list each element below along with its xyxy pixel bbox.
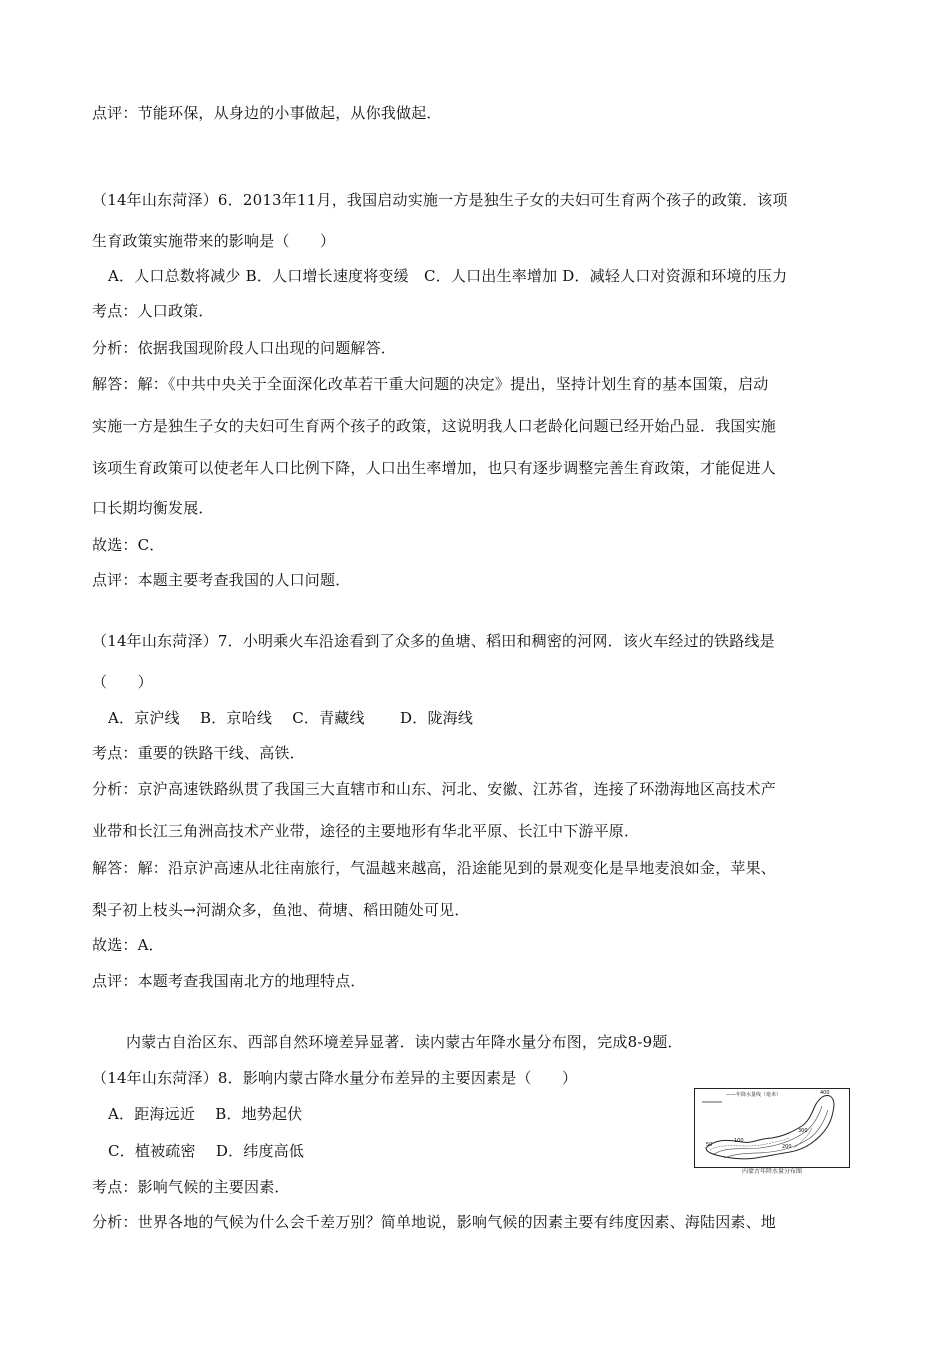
question-6-analysis: 分析：依据我国现阶段人口出现的问题解答． bbox=[92, 339, 397, 357]
question-7-kaodian: 考点：重要的铁路干线、高铁． bbox=[92, 744, 305, 762]
question-6-choice: 故选：C． bbox=[92, 536, 165, 554]
question-8-analysis: 分析：世界各地的气候为什么会千差万别？简单地说，影响气候的因素主要有纬度因素、海陆因素、地 bbox=[92, 1213, 777, 1231]
question-7-answer: 解答：解：沿京沪高速从北往南旅行，气温越来越高，沿途能见到的景观变化是旱地麦浪如金，苹果、 bbox=[92, 859, 777, 877]
question-6-answer-cont2: 该项生育政策可以使老年人口比例下降，人口出生率增加，也只有逐步调整完善生育政策，才能促进人 bbox=[92, 459, 777, 477]
question-7-stem: （14年山东菏泽）7．小明乘火车沿途看到了众多的鱼塘、稻田和稠密的河网．该火车经过的铁路线是 bbox=[92, 632, 775, 650]
precipitation-map-figure bbox=[694, 1088, 850, 1180]
question-7-analysis-cont: 业带和长江三角洲高技术产业带，途径的主要地形有华北平原、长江中下游平原． bbox=[92, 822, 640, 840]
isoline-label-50: 50 bbox=[706, 1142, 713, 1148]
isoline-label-300: 300 bbox=[798, 1128, 808, 1134]
question-8-options-ab: A．距海远近 B．地势起伏 bbox=[108, 1105, 303, 1123]
question-7-analysis: 分析：京沪高速铁路纵贯了我国三大直辖市和山东、河北、安徽、江苏省，连接了环渤海地区高技术产 bbox=[92, 780, 777, 798]
question-7-options: A．京沪线 B．京哈线 C．青藏线 D．陇海线 bbox=[108, 709, 474, 727]
inner-mongolia-map bbox=[694, 1088, 850, 1168]
question-6-kaodian: 考点：人口政策． bbox=[92, 302, 214, 320]
question-8-options-cd: C．植被疏密 D．纬度高低 bbox=[108, 1142, 305, 1160]
isoline-label-100: 100 bbox=[734, 1138, 744, 1144]
isoline-label-200: 200 bbox=[782, 1144, 792, 1150]
isoline-label-400: 400 bbox=[820, 1090, 830, 1096]
question-6-stem-cont: 生育政策实施带来的影响是（ ） bbox=[92, 232, 336, 250]
question-6-answer-cont1: 实施一方是独生子女的夫妇可生育两个孩子的政策，这说明我人口老龄化问题已经开始凸显．我国实施 bbox=[92, 417, 777, 435]
map-legend: ——年降水量线（毫米） bbox=[726, 1092, 782, 1098]
section-intro: 内蒙古自治区东、西部自然环境差异显著．读内蒙古年降水量分布图，完成8-9题． bbox=[126, 1033, 683, 1051]
question-7-choice: 故选：A． bbox=[92, 936, 164, 954]
comment-line: 点评：节能环保，从身边的小事做起，从你我做起． bbox=[92, 104, 442, 122]
map-caption: 内蒙古年降水量分布图 bbox=[741, 1168, 802, 1175]
question-6-answer: 解答：解：《中共中央关于全面深化改革若干重大问题的决定》提出，坚持计划生育的基本国策，启动 bbox=[92, 375, 769, 393]
question-7-comment: 点评：本题考查我国南北方的地理特点． bbox=[92, 972, 366, 990]
question-7-answer-cont: 梨子初上枝头→河湖众多，鱼池、荷塘、稻田随处可见． bbox=[92, 901, 470, 919]
question-6-options: A．人口总数将减少 B．人口增长速度将变缓 C．人口出生率增加 D．减轻人口对资源和环境的压力 bbox=[108, 267, 788, 285]
question-6-stem: （14年山东菏泽）6．2013年11月，我国启动实施一方是独生子女的夫妇可生育两个孩子的政策．该项 bbox=[92, 191, 788, 209]
question-7-stem-cont: （ ） bbox=[92, 673, 153, 691]
question-8-stem: （14年山东菏泽）8．影响内蒙古降水量分布差异的主要因素是（ ） bbox=[92, 1069, 578, 1087]
question-8-kaodian: 考点：影响气候的主要因素． bbox=[92, 1178, 290, 1196]
question-6-answer-cont3: 口长期均衡发展． bbox=[92, 499, 214, 517]
question-6-comment: 点评：本题主要考查我国的人口问题． bbox=[92, 571, 351, 589]
